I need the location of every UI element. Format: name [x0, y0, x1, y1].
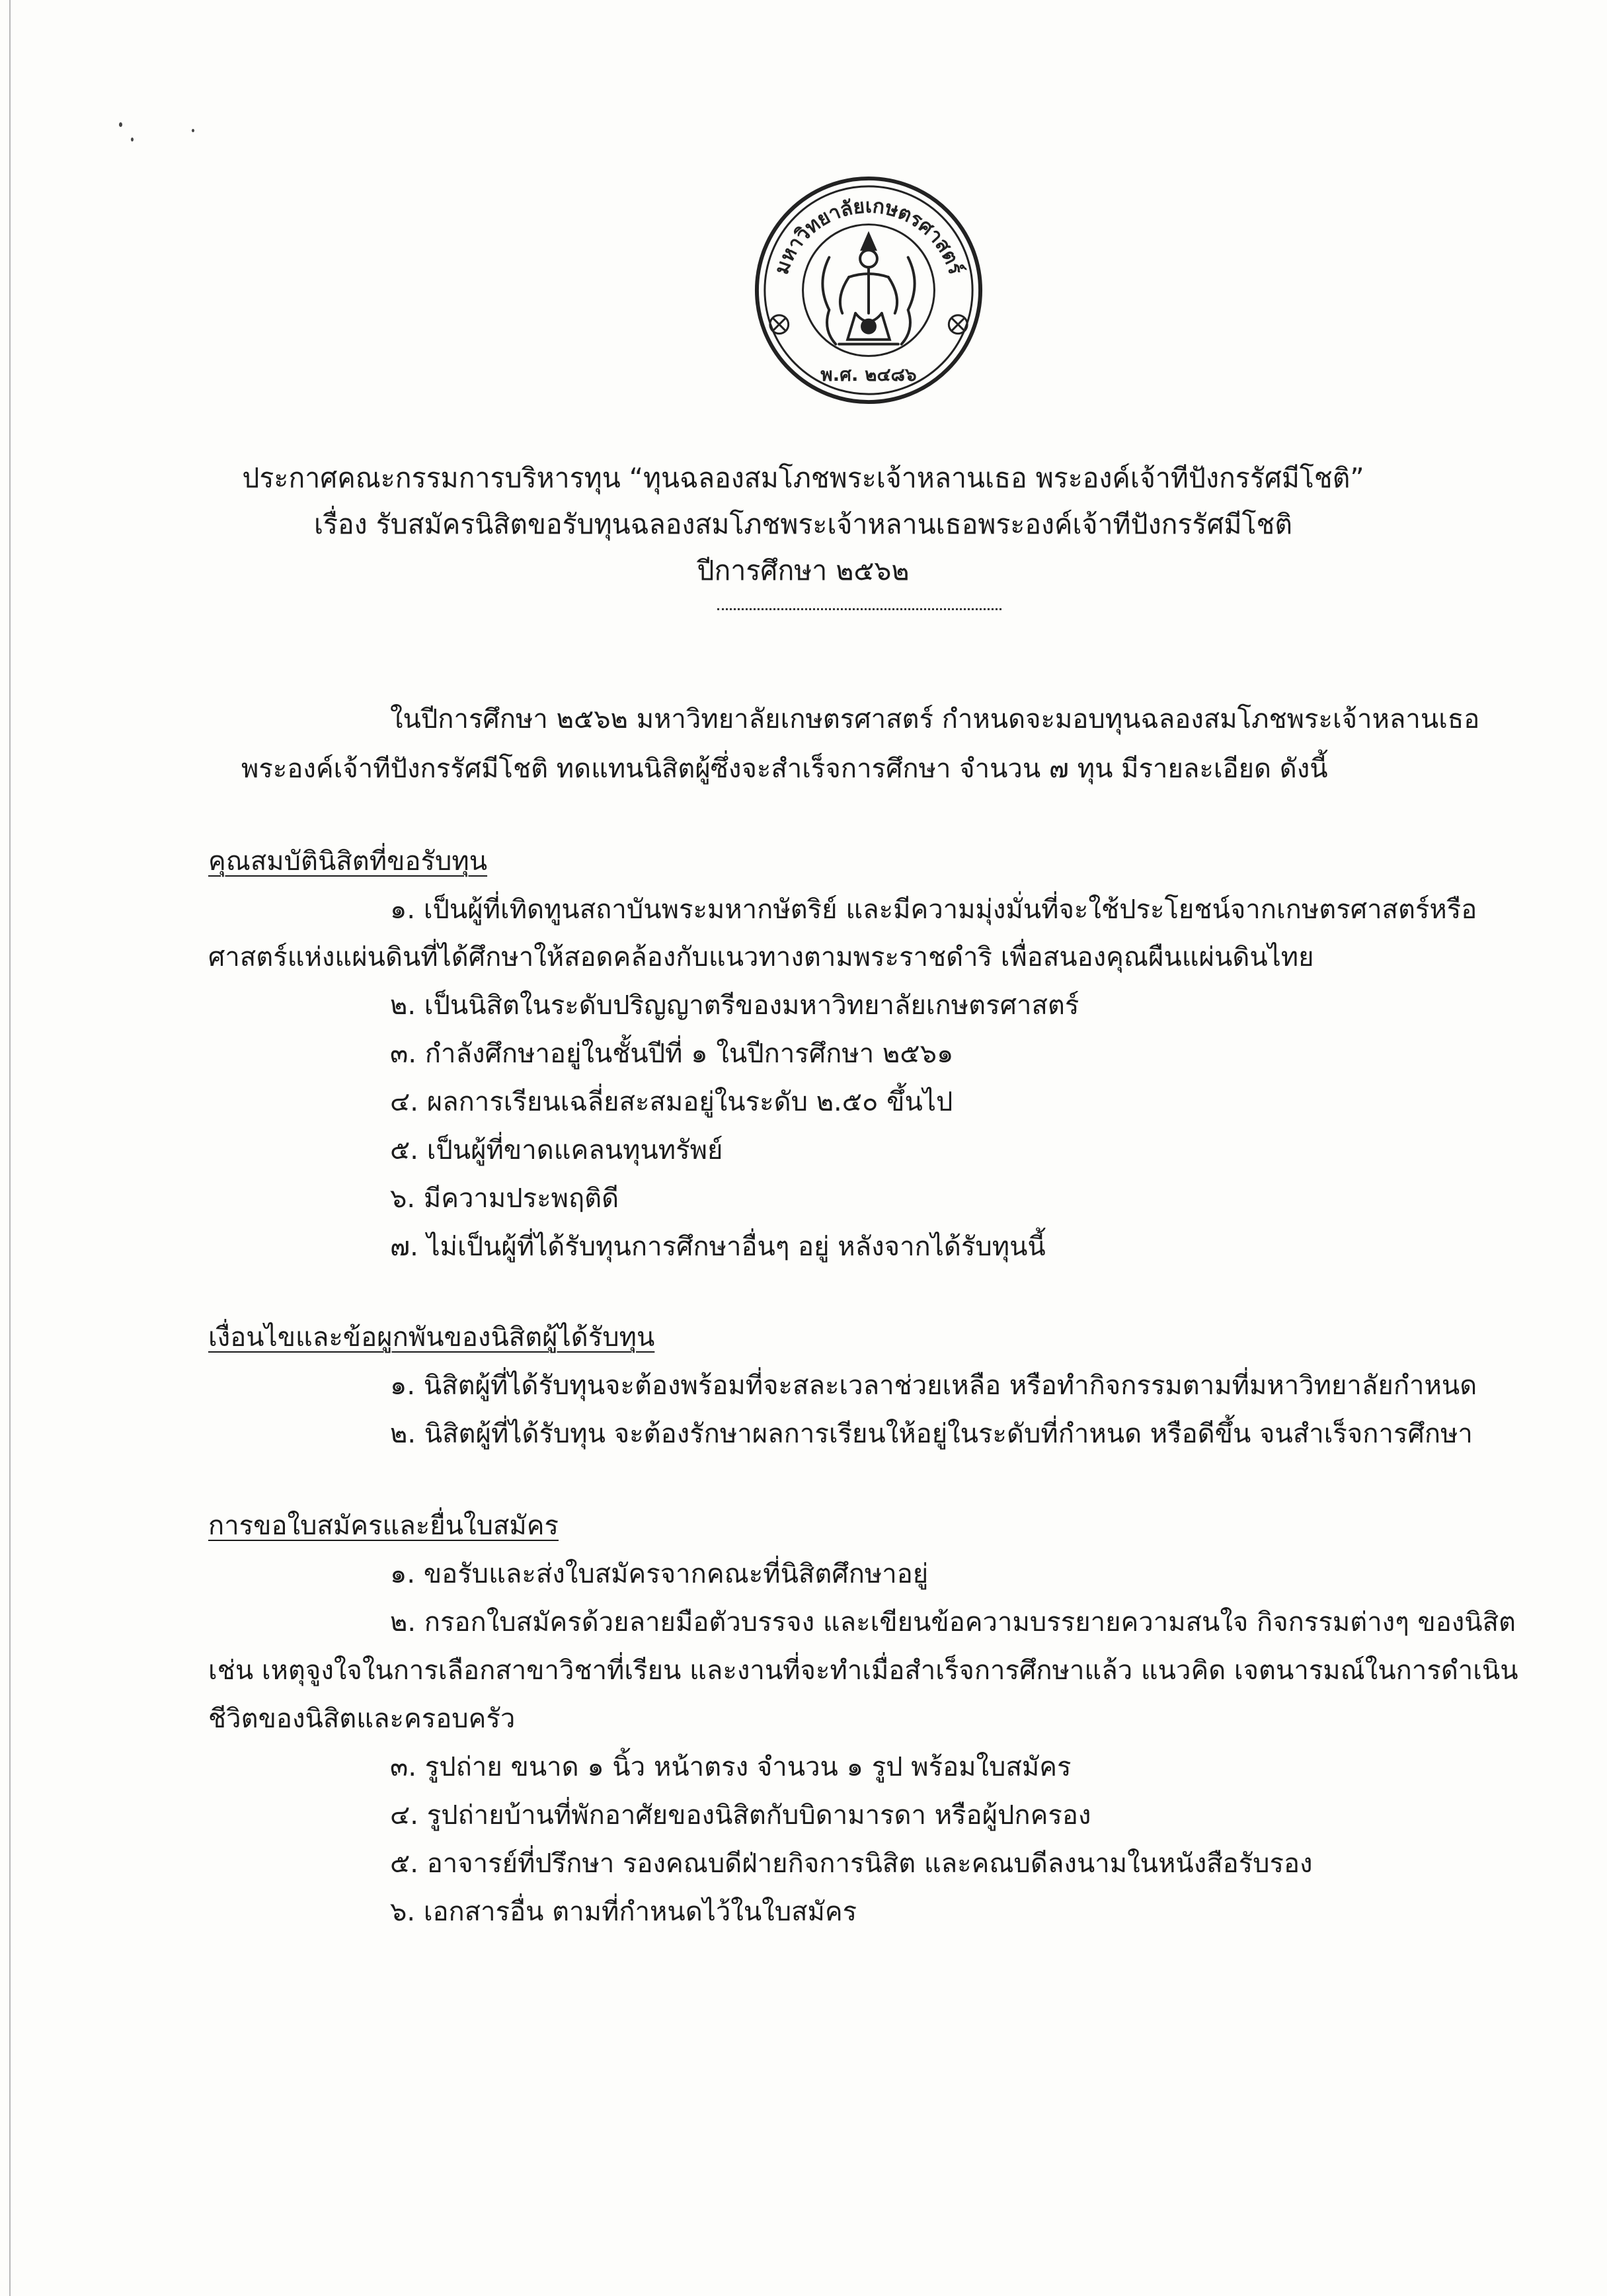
qualification-item-4: ๔. ผลการเรียนเฉลี่ยสะสมอยู่ในระดับ ๒.๕๐ ขึ้นไป [390, 1087, 953, 1117]
qualification-item-3: ๓. กำลังศึกษาอยู่ในชั้นปีที่ ๑ ในปีการศึกษา ๒๕๖๑ [390, 1039, 954, 1069]
application-item-3: ๓. รูปถ่าย ขนาด ๑ นิ้ว หน้าตรง จำนวน ๑ รูป พร้อมใบสมัคร [390, 1752, 1072, 1782]
qualification-item-1-line-2: ศาสตร์แห่งแผ่นดินที่ได้ศึกษาให้สอดคล้องกับแนวทางตามพระราชดำริ เพื่อสนองคุณผืนแผ่นดินไทย [208, 942, 1314, 972]
condition-item-2: ๒. นิสิตผู้ที่ได้รับทุน จะต้องรักษาผลการเรียนให้อยู่ในระดับที่กำหนด หรือดีขึ้น จนสำเร็จการศึกษา [390, 1419, 1473, 1449]
application-item-2-line-2: เช่น เหตุจูงใจในการเลือกสาขาวิชาที่เรียน และงานที่จะทำเมื่อสำเร็จการศึกษาแล้ว แนวคิด เจตนารมณ์ในการดำเนิน [208, 1655, 1518, 1686]
scan-speck [119, 122, 122, 127]
qualification-item-2: ๒. เป็นนิสิตในระดับปริญญาตรีของมหาวิทยาลัยเกษตรศาสตร์ [390, 990, 1079, 1021]
application-item-4: ๔. รูปถ่ายบ้านที่พักอาศัยของนิสิตกับบิดามารดา หรือผู้ปกครอง [390, 1800, 1091, 1831]
conditions-heading: เงื่อนไขและข้อผูกพันของนิสิตผู้ได้รับทุน [208, 1322, 655, 1353]
qualification-item-1-line-1: ๑. เป็นผู้ที่เทิดทูนสถาบันพระมหากษัตริย์ และมีความมุ่งมั่นที่จะใช้ประโยชน์จากเกษตรศาสตร์หรือ [390, 894, 1477, 925]
scan-edge-line [9, 0, 11, 2296]
university-seal [750, 172, 987, 409]
application-item-1: ๑. ขอรับและส่งใบสมัครจากคณะที่นิสิตศึกษาอยู่ [390, 1559, 929, 1589]
scan-speck [192, 129, 194, 132]
qualification-item-7: ๗. ไม่เป็นผู้ที่ได้รับทุนการศึกษาอื่นๆ อยู่ หลังจากได้รับทุนนี้ [390, 1232, 1046, 1262]
application-item-5: ๕. อาจารย์ที่ปรึกษา รองคณบดีฝ่ายกิจการนิสิต และคณบดีลงนามในหนังสือรับรอง [390, 1848, 1313, 1879]
application-item-2-line-1: ๒. กรอกใบสมัครด้วยลายมือตัวบรรจง และเขียนข้อความบรรยายความสนใจ กิจกรรมต่างๆ ของนิสิต [390, 1607, 1516, 1638]
condition-item-1: ๑. นิสิตผู้ที่ได้รับทุนจะต้องพร้อมที่จะสละเวลาช่วยเหลือ หรือทำกิจกรรมตามที่มหาวิทยาลัยกำหนด [390, 1370, 1477, 1401]
qualification-item-6: ๖. มีความประพฤติดี [390, 1183, 619, 1214]
scan-speck [131, 138, 134, 141]
application-item-6: ๖. เอกสารอื่น ตามที่กำหนดไว้ในใบสมัคร [390, 1897, 857, 1927]
application-heading: การขอใบสมัครและยื่นใบสมัคร [208, 1511, 559, 1541]
qualifications-heading: คุณสมบัตินิสิตที่ขอรับทุน [208, 846, 488, 877]
announcement-subject: เรื่อง รับสมัครนิสิตขอรับทุนฉลองสมโภชพระเจ้าหลานเธอพระองค์เจ้าทีปังกรรัศมีโชติ [314, 508, 1292, 540]
qualification-item-5: ๕. เป็นผู้ที่ขาดแคลนทุนทรัพย์ [390, 1135, 723, 1166]
application-item-2-line-3: ชีวิตของนิสิตและครอบครัว [208, 1704, 516, 1734]
seal-year-text: พ.ศ. ๒๔๘๖ [820, 364, 917, 386]
announcement-title: ประกาศคณะกรรมการบริหารทุน “ทุนฉลองสมโภชพระเจ้าหลานเธอ พระองค์เจ้าทีปังกรรัศมีโชติ” [242, 462, 1364, 494]
academic-year-line: ปีการศึกษา ๒๕๖๒ [697, 555, 910, 586]
intro-line-1: ในปีการศึกษา ๒๕๖๒ มหาวิทยาลัยเกษตรศาสตร์ กำหนดจะมอบทุนฉลองสมโภชพระเจ้าหลานเธอ [390, 704, 1480, 734]
intro-line-2: พระองค์เจ้าทีปังกรรัศมีโชติ ทดแทนนิสิตผู้ซึ่งจะสำเร็จการศึกษา จำนวน ๗ ทุน มีรายละเอียด ดังนี้ [241, 754, 1328, 784]
seal-emblem-icon [750, 172, 987, 409]
seal-arc-text: มหาวิทยาลัยเกษตรศาสตร์ [769, 194, 968, 278]
dotted-divider [717, 608, 1001, 610]
